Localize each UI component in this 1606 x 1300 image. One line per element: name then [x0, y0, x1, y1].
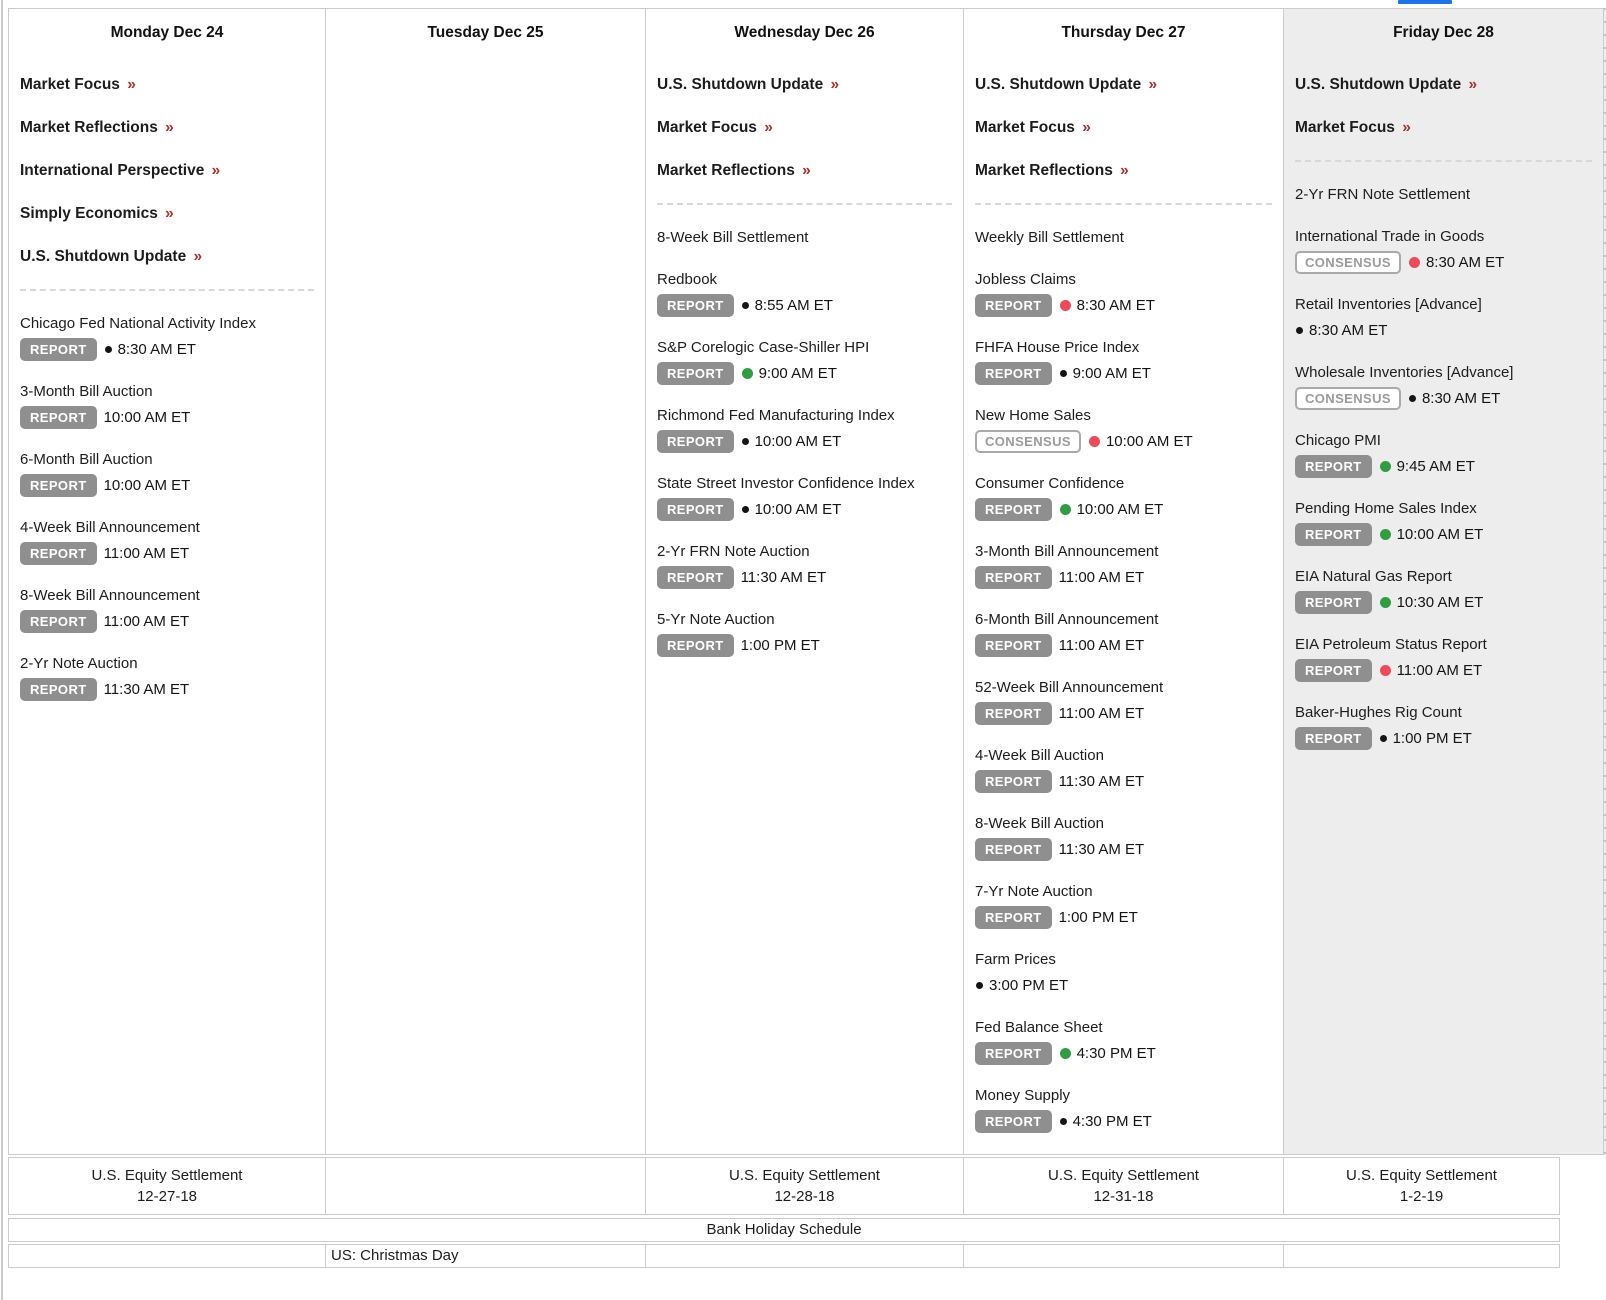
- event-item: [975, 405, 1272, 453]
- article-link-u-s-shutdown-update[interactable]: U.S. Shutdown Update »: [20, 248, 203, 265]
- release-status-bullet-green: [1380, 529, 1391, 540]
- release-status-bullet-red: [1060, 300, 1071, 311]
- report-badge[interactable]: REPORT: [975, 362, 1052, 385]
- event-meta: [1295, 727, 1592, 750]
- event-title: Retail Inventories [Advance]: [1295, 296, 1482, 313]
- event-meta: [1295, 455, 1592, 478]
- holiday-cell-friday-dec-28: [1284, 1245, 1559, 1267]
- event-time: 4:30 PM ET: [1072, 1113, 1152, 1130]
- chevron-right-icon: »: [1120, 162, 1129, 179]
- settlement-date: 1-2-19: [1399, 1188, 1444, 1205]
- report-badge[interactable]: REPORT: [975, 1110, 1052, 1133]
- release-status-bullet-red: [1089, 436, 1100, 447]
- event-meta: [20, 542, 314, 565]
- dashed-separator: [20, 289, 314, 291]
- event-item: [975, 541, 1272, 589]
- release-status-bullet-black: [1060, 370, 1067, 377]
- day-header: Wednesday Dec 26: [734, 24, 875, 41]
- equity-settlement-row: [8, 1157, 1560, 1215]
- article-link-international-perspective[interactable]: International Perspective »: [20, 162, 221, 179]
- event-item: [975, 949, 1272, 997]
- event-title: EIA Petroleum Status Report: [1295, 636, 1487, 653]
- release-status-bullet-green: [1380, 597, 1391, 608]
- event-meta: [657, 498, 952, 521]
- day-column-thursday-dec-27: [964, 9, 1284, 1154]
- event-meta: [20, 406, 314, 429]
- event-time: 11:30 AM ET: [1058, 773, 1145, 790]
- report-badge[interactable]: REPORT: [1295, 727, 1372, 750]
- report-badge[interactable]: REPORT: [1295, 659, 1372, 682]
- event-meta: [975, 974, 1272, 997]
- chevron-right-icon: »: [830, 76, 840, 93]
- settlement-date: 12-31-18: [1093, 1188, 1154, 1205]
- event-item: [657, 405, 952, 453]
- event-title: Jobless Claims: [975, 271, 1076, 288]
- event-item: [975, 881, 1272, 929]
- event-time: 11:00 AM ET: [103, 613, 190, 630]
- event-item: [1295, 634, 1592, 682]
- event-meta: [657, 362, 952, 385]
- event-time: 9:00 AM ET: [1072, 365, 1151, 382]
- article-link-market-reflections[interactable]: Market Reflections »: [975, 162, 1129, 179]
- event-item: [657, 541, 952, 589]
- event-item: [975, 677, 1272, 725]
- event-title: Farm Prices: [975, 951, 1056, 968]
- chevron-right-icon: »: [802, 162, 811, 179]
- event-title: FHFA House Price Index: [975, 339, 1140, 356]
- day-column-wednesday-dec-26: [646, 9, 964, 1154]
- event-item: [975, 1017, 1272, 1065]
- event-meta: [975, 634, 1272, 657]
- report-badge[interactable]: REPORT: [1295, 455, 1372, 478]
- event-item: [1295, 702, 1592, 750]
- event-item: [975, 813, 1272, 861]
- event-item: [975, 1085, 1272, 1133]
- report-badge[interactable]: REPORT: [20, 338, 97, 361]
- event-time: 8:30 AM ET: [1421, 390, 1501, 407]
- event-meta: [975, 906, 1272, 929]
- event-title: 4-Week Bill Auction: [975, 747, 1104, 764]
- release-status-bullet-green: [1060, 1048, 1071, 1059]
- event-time: 1:00 PM ET: [1392, 730, 1472, 747]
- event-title: 52-Week Bill Announcement: [975, 679, 1164, 696]
- event-meta: [975, 498, 1272, 521]
- event-meta: [20, 678, 314, 701]
- release-status-bullet-green: [742, 368, 753, 379]
- day-column-friday-dec-28: [1284, 9, 1603, 1154]
- event-item: [975, 609, 1272, 657]
- event-item: [20, 381, 314, 429]
- release-status-bullet-black: [1409, 395, 1416, 402]
- page-edge-line: [1, 0, 3, 1300]
- event-title: S&P Corelogic Case-Shiller HPI: [657, 339, 870, 356]
- settlement-date: 12-28-18: [774, 1188, 835, 1205]
- chevron-right-icon: »: [1402, 119, 1411, 136]
- event-title: Pending Home Sales Index: [1295, 500, 1477, 517]
- event-item: [1295, 294, 1592, 342]
- consensus-badge[interactable]: CONSENSUS: [975, 430, 1081, 453]
- event-title: Consumer Confidence: [975, 475, 1125, 492]
- report-badge[interactable]: REPORT: [1295, 591, 1372, 614]
- event-time: 1:00 PM ET: [740, 637, 820, 654]
- event-meta: [20, 610, 314, 633]
- event-time: 8:30 AM ET: [1425, 254, 1505, 271]
- settlement-date: 12-27-18: [136, 1188, 198, 1205]
- dashed-separator: [1295, 160, 1592, 162]
- report-badge[interactable]: REPORT: [20, 474, 97, 497]
- event-meta: [1295, 319, 1592, 342]
- article-link-market-reflections[interactable]: Market Reflections »: [657, 162, 811, 179]
- day-column-monday-dec-24: [9, 9, 326, 1154]
- chevron-right-icon: »: [764, 119, 773, 136]
- event-meta: [975, 1110, 1272, 1133]
- report-badge[interactable]: REPORT: [657, 430, 734, 453]
- event-time: 11:30 AM ET: [103, 681, 190, 698]
- report-badge[interactable]: REPORT: [20, 610, 97, 633]
- event-meta: [1295, 251, 1592, 274]
- event-time: 8:30 AM ET: [117, 341, 196, 358]
- event-time: 11:30 AM ET: [1058, 841, 1145, 858]
- chevron-right-icon: »: [127, 76, 136, 93]
- chevron-right-icon: »: [165, 205, 174, 222]
- holiday-cell-wednesday-dec-26: [646, 1245, 964, 1267]
- event-time: 11:00 AM ET: [1058, 569, 1145, 586]
- release-status-bullet-black: [1380, 735, 1387, 742]
- event-time: 11:00 AM ET: [103, 545, 190, 562]
- event-title: 8-Week Bill Announcement: [20, 587, 200, 604]
- release-status-bullet-black: [742, 506, 749, 513]
- event-title: 7-Yr Note Auction: [975, 883, 1093, 900]
- event-time: 11:00 AM ET: [1058, 705, 1145, 722]
- event-time: 10:00 AM ET: [103, 409, 191, 426]
- event-meta: [975, 294, 1272, 317]
- event-meta: [975, 430, 1272, 453]
- holiday-cell-thursday-dec-27: [964, 1245, 1284, 1267]
- event-item: [1295, 226, 1592, 274]
- event-time: 8:30 AM ET: [1309, 322, 1388, 339]
- event-title: Baker-Hughes Rig Count: [1295, 704, 1462, 721]
- report-badge[interactable]: REPORT: [657, 294, 734, 317]
- event-item: [657, 269, 952, 317]
- report-badge[interactable]: REPORT: [20, 542, 97, 565]
- event-meta: [975, 770, 1272, 793]
- release-status-bullet-red: [1409, 257, 1420, 268]
- settlement-label: U.S. Equity Settlement: [729, 1167, 880, 1184]
- event-item: [1295, 184, 1592, 206]
- event-item: [20, 585, 314, 633]
- chevron-right-icon: »: [211, 162, 221, 179]
- report-badge[interactable]: REPORT: [657, 566, 734, 589]
- event-meta: [975, 702, 1272, 725]
- article-link-market-focus[interactable]: Market Focus »: [975, 119, 1091, 136]
- event-item: [975, 337, 1272, 385]
- release-status-bullet-green: [1380, 461, 1391, 472]
- report-badge[interactable]: REPORT: [975, 566, 1052, 589]
- event-item: [20, 517, 314, 565]
- day-header: Tuesday Dec 25: [427, 24, 544, 41]
- article-link-u-s-shutdown-update[interactable]: U.S. Shutdown Update »: [657, 76, 840, 93]
- release-status-bullet-green: [1060, 504, 1071, 515]
- report-badge[interactable]: REPORT: [975, 906, 1052, 929]
- event-meta: [975, 566, 1272, 589]
- event-item: [1295, 566, 1592, 614]
- report-badge[interactable]: REPORT: [20, 678, 97, 701]
- day-header: Thursday Dec 27: [1061, 24, 1186, 41]
- dashed-separator: [657, 203, 952, 205]
- article-link-market-focus[interactable]: Market Focus »: [657, 119, 773, 136]
- event-title: Chicago Fed National Activity Index: [20, 315, 256, 332]
- article-link-market-reflections[interactable]: Market Reflections »: [20, 119, 174, 136]
- consensus-badge[interactable]: CONSENSUS: [1295, 387, 1401, 410]
- event-item: [1295, 362, 1592, 410]
- calendar-week-grid: [8, 8, 1604, 1155]
- event-meta: [1295, 591, 1592, 614]
- consensus-badge[interactable]: CONSENSUS: [1295, 251, 1401, 274]
- event-title: Chicago PMI: [1295, 432, 1381, 449]
- event-time: 9:45 AM ET: [1396, 458, 1475, 475]
- event-title: Money Supply: [975, 1087, 1071, 1104]
- settlement-cell-friday-dec-28: [1284, 1158, 1559, 1214]
- settlement-label: U.S. Equity Settlement: [1346, 1167, 1497, 1184]
- chevron-right-icon: »: [1082, 119, 1091, 136]
- event-time: 10:00 AM ET: [754, 501, 842, 518]
- event-time: 10:00 AM ET: [1396, 526, 1484, 543]
- holiday-cell-monday-dec-24: [9, 1245, 326, 1267]
- report-badge[interactable]: REPORT: [975, 770, 1052, 793]
- event-title: 2-Yr FRN Note Auction: [657, 543, 810, 560]
- settlement-cell-thursday-dec-27: [964, 1158, 1284, 1214]
- chevron-right-icon: »: [193, 248, 203, 265]
- event-title: 3-Month Bill Auction: [20, 383, 153, 400]
- report-badge[interactable]: REPORT: [975, 838, 1052, 861]
- holiday-cell-tuesday-dec-25: [326, 1245, 646, 1267]
- holiday-label: US: Christmas Day: [331, 1247, 459, 1264]
- event-meta: [1295, 659, 1592, 682]
- event-title: 3-Month Bill Announcement: [975, 543, 1159, 560]
- chevron-right-icon: »: [1148, 76, 1158, 93]
- event-title: EIA Natural Gas Report: [1295, 568, 1452, 585]
- release-status-bullet-red: [1380, 665, 1391, 676]
- event-title: New Home Sales: [975, 407, 1091, 424]
- event-time: 8:55 AM ET: [754, 297, 833, 314]
- event-item: [975, 227, 1272, 249]
- event-item: [657, 609, 952, 657]
- event-meta: [20, 474, 314, 497]
- report-badge[interactable]: REPORT: [975, 294, 1052, 317]
- event-time: 11:00 AM ET: [1396, 662, 1483, 679]
- release-status-bullet-black: [105, 346, 112, 353]
- event-title: Fed Balance Sheet: [975, 1019, 1103, 1036]
- event-title: International Trade in Goods: [1295, 228, 1485, 245]
- settlement-cell-monday-dec-24: [9, 1158, 326, 1214]
- release-status-bullet-black: [742, 438, 749, 445]
- event-time: 1:00 PM ET: [1058, 909, 1138, 926]
- event-time: 9:00 AM ET: [758, 365, 837, 382]
- event-meta: [657, 430, 952, 453]
- event-meta: [20, 338, 314, 361]
- event-meta: [657, 294, 952, 317]
- article-link-market-focus[interactable]: Market Focus »: [1295, 119, 1411, 136]
- event-time: 10:00 AM ET: [1076, 501, 1164, 518]
- event-meta: [975, 838, 1272, 861]
- event-time: 8:30 AM ET: [1076, 297, 1155, 314]
- release-status-bullet-black: [976, 982, 983, 989]
- event-meta: [1295, 523, 1592, 546]
- event-meta: [657, 634, 952, 657]
- event-title: 2-Yr FRN Note Settlement: [1295, 186, 1471, 203]
- today-tab-indicator: [1398, 0, 1452, 4]
- event-item: [20, 313, 314, 361]
- event-item: [657, 227, 952, 249]
- event-time: 10:30 AM ET: [1396, 594, 1484, 611]
- event-title: Richmond Fed Manufacturing Index: [657, 407, 895, 424]
- settlement-cell-wednesday-dec-26: [646, 1158, 964, 1214]
- event-item: [975, 269, 1272, 317]
- report-badge[interactable]: REPORT: [975, 702, 1052, 725]
- report-badge[interactable]: REPORT: [657, 498, 734, 521]
- event-item: [657, 337, 952, 385]
- report-badge[interactable]: REPORT: [20, 406, 97, 429]
- event-meta: [975, 362, 1272, 385]
- event-item: [1295, 430, 1592, 478]
- event-time: 11:30 AM ET: [740, 569, 827, 586]
- report-badge[interactable]: REPORT: [975, 498, 1052, 521]
- release-status-bullet-black: [742, 302, 749, 309]
- settlement-label: U.S. Equity Settlement: [91, 1167, 243, 1184]
- event-title: Weekly Bill Settlement: [975, 229, 1124, 246]
- event-meta: [1295, 387, 1592, 410]
- event-item: [20, 653, 314, 701]
- event-time: 4:30 PM ET: [1076, 1045, 1156, 1062]
- report-badge[interactable]: REPORT: [657, 362, 734, 385]
- event-time: 10:00 AM ET: [103, 477, 191, 494]
- release-status-bullet-black: [1296, 327, 1303, 334]
- event-title: 2-Yr Note Auction: [20, 655, 138, 672]
- article-link-simply-economics[interactable]: Simply Economics »: [20, 205, 174, 222]
- report-badge[interactable]: REPORT: [975, 1042, 1052, 1065]
- settlement-cell-tuesday-dec-25: [326, 1158, 646, 1214]
- settlement-label: U.S. Equity Settlement: [1048, 1167, 1199, 1184]
- article-link-u-s-shutdown-update[interactable]: U.S. Shutdown Update »: [1295, 76, 1478, 93]
- event-time: 10:00 AM ET: [754, 433, 842, 450]
- event-item: [1295, 498, 1592, 546]
- event-meta: [975, 1042, 1272, 1065]
- bank-holiday-schedule-label: Bank Holiday Schedule: [706, 1221, 862, 1238]
- chevron-right-icon: »: [165, 119, 174, 136]
- holiday-cells-row: [8, 1244, 1560, 1268]
- event-item: [657, 473, 952, 521]
- article-link-market-focus[interactable]: Market Focus »: [20, 76, 136, 93]
- release-status-bullet-black: [1060, 1118, 1067, 1125]
- event-time: 3:00 PM ET: [989, 977, 1069, 994]
- event-title: 8-Week Bill Settlement: [657, 229, 809, 246]
- article-link-u-s-shutdown-update[interactable]: U.S. Shutdown Update »: [975, 76, 1158, 93]
- event-title: State Street Investor Confidence Index: [657, 475, 915, 492]
- dashed-separator: [975, 203, 1272, 205]
- event-time: 11:00 AM ET: [1058, 637, 1145, 654]
- event-title: 6-Month Bill Auction: [20, 451, 153, 468]
- bank-holiday-schedule-row: [8, 1218, 1560, 1242]
- chevron-right-icon: »: [1468, 76, 1478, 93]
- event-item: [975, 745, 1272, 793]
- report-badge[interactable]: REPORT: [1295, 523, 1372, 546]
- day-column-tuesday-dec-25: [326, 9, 646, 1154]
- event-meta: [657, 566, 952, 589]
- event-title: Wholesale Inventories [Advance]: [1295, 364, 1514, 381]
- event-time: 10:00 AM ET: [1105, 433, 1193, 450]
- event-title: 5-Yr Note Auction: [657, 611, 775, 628]
- event-title: 6-Month Bill Announcement: [975, 611, 1159, 628]
- day-header: Monday Dec 24: [110, 24, 224, 41]
- day-header: Friday Dec 28: [1393, 24, 1494, 41]
- report-badge[interactable]: REPORT: [657, 634, 734, 657]
- event-title: 8-Week Bill Auction: [975, 815, 1104, 832]
- event-item: [975, 473, 1272, 521]
- event-title: Redbook: [657, 271, 718, 288]
- event-title: 4-Week Bill Announcement: [20, 519, 200, 536]
- report-badge[interactable]: REPORT: [975, 634, 1052, 657]
- event-item: [20, 449, 314, 497]
